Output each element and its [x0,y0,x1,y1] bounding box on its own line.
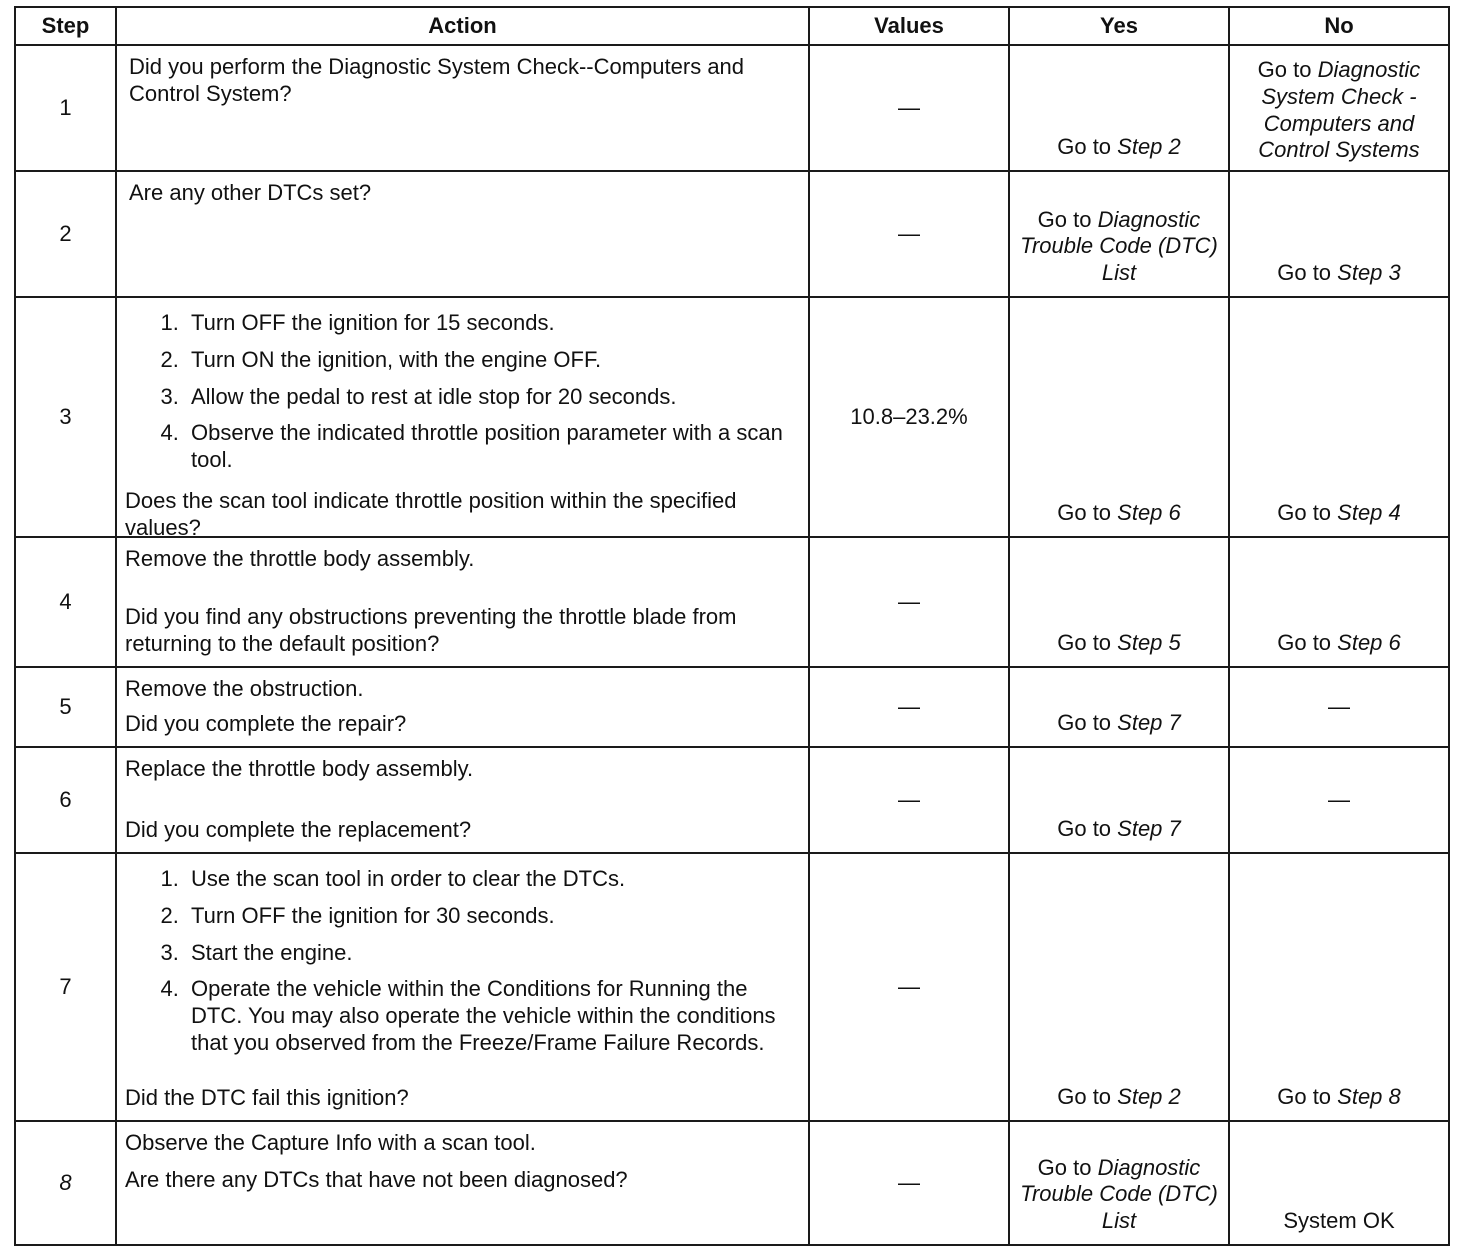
no-link[interactable]: Step 6 [1337,630,1401,656]
yes-prefix: Go to [1057,630,1118,656]
action-question: Does the scan tool indicate throttle position within the specified values? [125,488,737,540]
no-cell: — [1229,747,1449,853]
action-step-item: 1. Turn OFF the ignition for 15 seconds. [185,310,796,337]
table-row [15,537,1449,667]
action-step-item: 2. Turn ON the ignition, with the engine OFF. [185,347,796,374]
yes-cell [1009,537,1229,667]
yes-cell [1009,747,1229,853]
table-row [15,667,1449,747]
action-step-item: 4. Operate the vehicle within the Conditions for Running the DTC. You may also operate the vehicle within the conditions that you observed from the Freeze/Frame Failure Records. [185,976,796,1056]
no-link[interactable]: Step 3 [1337,260,1401,286]
yes-prefix: Go to [1037,1154,1098,1180]
no-cell [1229,45,1449,171]
diagnostic-table [14,6,1450,1246]
action-steps-list [125,310,796,482]
yes-prefix: Go to [1057,816,1118,842]
action-text: Did you perform the Diagnostic System Check--Computers and Control System? [129,54,745,106]
no-link[interactable]: Step 8 [1337,1084,1401,1110]
action-cell [116,45,809,171]
no-cell [1229,537,1449,667]
yes-link[interactable]: Diagnostic Trouble Code (DTC) List [1020,206,1218,286]
yes-link[interactable]: Step 2 [1117,1084,1181,1110]
action-question: Are there any DTCs that have not been diagnosed? [125,1166,628,1192]
yes-link[interactable]: Diagnostic Trouble Code (DTC) List [1020,1154,1218,1234]
action-step-item: 2. Turn OFF the ignition for 30 seconds. [185,903,796,930]
yes-link[interactable]: Step 7 [1117,710,1181,736]
action-step-item: 3. Start the engine. [185,940,796,967]
yes-cell [1009,171,1229,297]
action-cell [116,667,809,747]
values-cell: 10.8–23.2% [809,297,1009,537]
action-text: Are any other DTCs set? [129,180,372,205]
header-step: Step [15,7,116,45]
values-cell: — [809,747,1009,853]
no-link[interactable]: Diagnostic System Check - Computers and Control Systems [1258,57,1421,163]
action-text: Remove the obstruction. [125,676,364,701]
action-step-item: 4. Observe the indicated throttle position parameter with a scan tool. [185,420,796,474]
action-text: Remove the throttle body assembly. [125,546,475,571]
action-steps-list [125,866,796,1065]
system-ok-text: System OK [1283,1208,1395,1234]
table-row [15,45,1449,171]
step-number: 1 [15,45,116,171]
header-yes: Yes [1009,7,1229,45]
yes-link[interactable]: Step 2 [1117,134,1181,160]
action-cell [116,853,809,1121]
values-cell: — [809,537,1009,667]
header-values: Values [809,7,1009,45]
yes-cell [1009,667,1229,747]
action-question: Did you complete the repair? [125,711,407,737]
no-prefix: Go to [1277,1084,1338,1110]
values-cell: — [809,853,1009,1121]
table-row [15,297,1449,537]
action-cell [116,171,809,297]
header-no: No [1229,7,1449,45]
action-question: Did the DTC fail this ignition? [125,1085,409,1111]
yes-prefix: Go to [1057,500,1118,526]
no-cell [1229,853,1449,1121]
table-row [15,853,1449,1121]
yes-cell [1009,1121,1229,1245]
values-cell: — [809,1121,1009,1245]
step-number: 6 [15,747,116,853]
values-cell: — [809,45,1009,171]
action-cell [116,537,809,667]
yes-cell [1009,45,1229,171]
yes-cell [1009,297,1229,537]
action-cell [116,1121,809,1245]
no-link[interactable]: Step 4 [1337,500,1401,526]
step-number: 5 [15,667,116,747]
no-prefix: Go to [1277,500,1338,526]
step-number: 4 [15,537,116,667]
yes-link[interactable]: Step 5 [1117,630,1181,656]
action-question: Did you complete the replacement? [125,817,472,843]
action-text: Observe the Capture Info with a scan tool. [125,1130,536,1155]
yes-prefix: Go to [1057,1084,1118,1110]
yes-prefix: Go to [1057,710,1118,736]
action-step-item: 1. Use the scan tool in order to clear the DTCs. [185,866,796,893]
yes-prefix: Go to [1057,134,1118,160]
yes-link[interactable]: Step 7 [1117,816,1181,842]
no-prefix: Go to [1277,630,1338,656]
table-row [15,747,1449,853]
values-cell: — [809,171,1009,297]
values-cell: — [809,667,1009,747]
no-cell [1229,1121,1449,1245]
no-cell: — [1229,667,1449,747]
header-action: Action [116,7,809,45]
action-cell [116,297,809,540]
action-question: Did you find any obstructions preventing the throttle blade from returning to the default position? [125,604,737,657]
no-prefix: Go to [1277,260,1338,286]
header-row [15,7,1449,45]
step-number: 2 [15,171,116,297]
no-prefix: Go to [1257,57,1318,82]
step-number: 3 [15,297,116,537]
yes-link[interactable]: Step 6 [1117,500,1181,526]
step-number: 8 [15,1121,116,1245]
table-row [15,1121,1449,1245]
yes-cell [1009,853,1229,1121]
step-number: 7 [15,853,116,1121]
no-cell [1229,171,1449,297]
no-cell [1229,297,1449,537]
action-step-item: 3. Allow the pedal to rest at idle stop for 20 seconds. [185,384,796,411]
action-text: Replace the throttle body assembly. [125,756,474,781]
action-cell [116,747,809,853]
yes-prefix: Go to [1037,206,1098,232]
table-row [15,171,1449,297]
